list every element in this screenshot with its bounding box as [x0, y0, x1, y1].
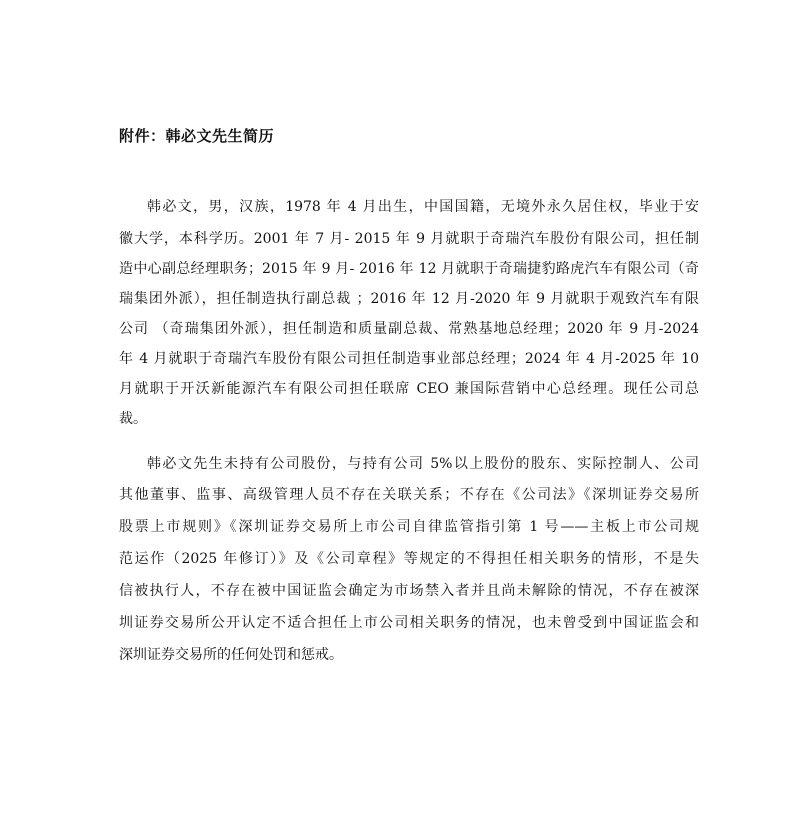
- paragraph-line: 圳证券交易所公开认定不适合担任上市公司相关职务的情况，也未曾受到中国证监会和: [119, 615, 699, 631]
- paragraph-line: 公司 （奇瑞集团外派），担任制造和质量副总裁、常熟基地总经理；2020 年 9 月-2024: [119, 321, 699, 337]
- paragraph-line: 其他董事、监事、高级管理人员不存在关联关系；不存在《公司法》《深圳证券交易所: [119, 487, 699, 503]
- paragraph-line: 造中心副总经理职务；2015 年 9 月- 2016 年 12 月就职于奇瑞捷豹路虎汽车有限公司（奇: [119, 261, 699, 277]
- paragraph-line: 韩必文，男，汉族，1978 年 4 月出生，中国国籍，无境外永久居住权，毕业于安: [147, 199, 699, 215]
- paragraph-line: 信被执行人，不存在被中国证监会确定为市场禁入者并且尚未解除的情况，不存在被深: [119, 583, 699, 599]
- paragraph-line: 徽大学，本科学历。2001 年 7 月- 2015 年 9 月就职于奇瑞汽车股份有限公司，担任制: [119, 231, 699, 247]
- paragraph-line: 瑞集团外派），担任制造执行副总裁 ；2016 年 12 月-2020 年 9 月就职于观致汽车有限: [119, 291, 699, 307]
- paragraph-line: 范运作（2025 年修订）》及《公司章程》等规定的不得担任相关职务的情形，不是失: [119, 551, 699, 567]
- document-heading: 附件：韩必文先生简历: [119, 127, 275, 145]
- paragraph-line: 月就职于开沃新能源汽车有限公司担任联席 CEO 兼国际营销中心总经理。现任公司总: [119, 381, 699, 397]
- paragraph-line: 年 4 月就职于奇瑞汽车股份有限公司担任制造事业部总经理；2024 年 4 月-2025 年 10: [119, 351, 699, 367]
- paragraph-line: 深圳证券交易所的任何处罚和惩戒。: [119, 647, 343, 663]
- paragraph-line: 裁。: [119, 411, 147, 427]
- paragraph-line: 韩必文先生未持有公司股份，与持有公司 5%以上股份的股东、实际控制人、公司: [147, 456, 699, 472]
- paragraph-line: 股票上市规则》《深圳证券交易所上市公司自律监管指引第 1 号——主板上市公司规: [119, 519, 699, 535]
